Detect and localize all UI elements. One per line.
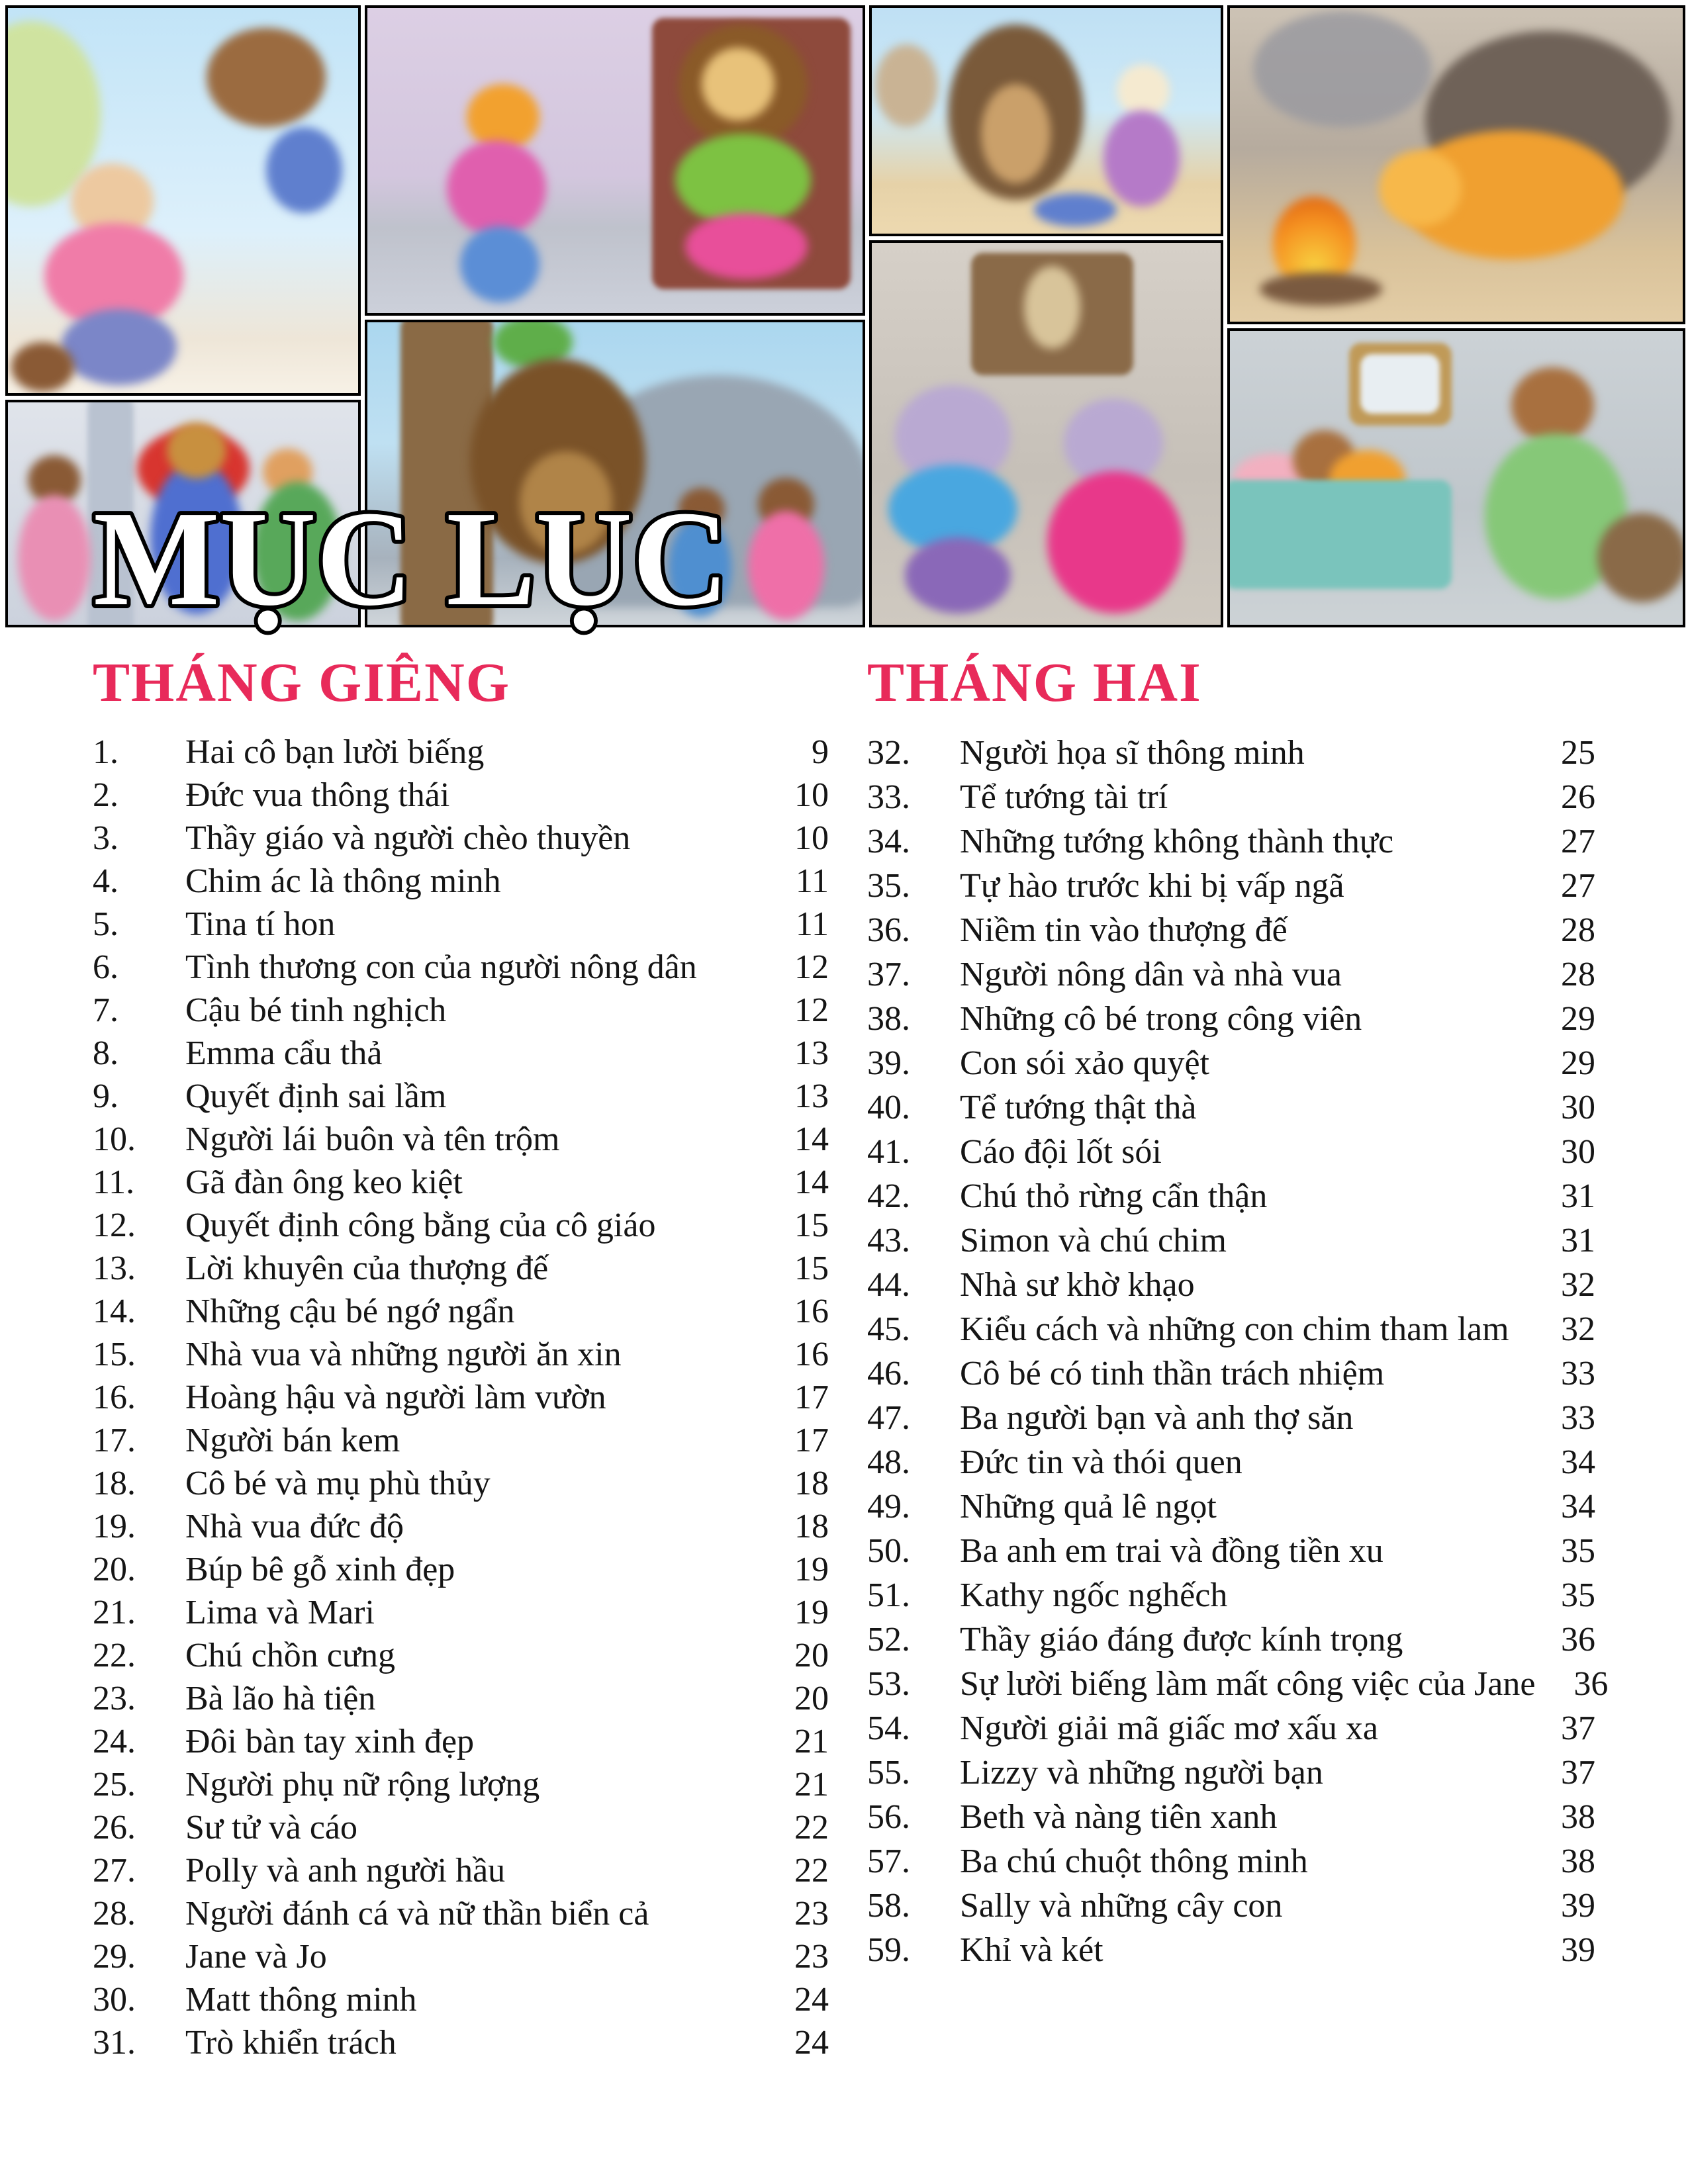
entry-title: Hoàng hậu và người làm vườn [185,1379,606,1416]
entry-number: 29. [93,1938,136,1976]
entry-number: 47. [867,1399,910,1437]
toc-entry [93,1935,829,1978]
toc-entry [867,731,1595,775]
toc-entry [867,908,1595,952]
entry-title: Polly và anh người hầu [185,1852,506,1889]
illustration-shape [1511,367,1594,443]
entry-page: 31 [1561,1177,1595,1215]
illustration-monkey-mother-and-child [1227,328,1685,627]
toc-entry [93,2021,829,2064]
entry-page: 38 [1561,1843,1595,1880]
entry-title: Niềm tin vào thượng đế [960,911,1288,949]
toc-entry [867,1839,1595,1884]
entry-page: 20 [794,1680,829,1717]
entry-page: 16 [794,1293,829,1330]
entry-title: Sự lười biếng làm mất công việc của Jane [960,1665,1536,1703]
entry-page: 11 [795,905,829,943]
toc-entry [93,1591,829,1634]
toc-entry [867,1263,1595,1307]
toc-entry [867,1440,1595,1484]
entry-number: 41. [867,1133,910,1171]
entry-title: Đức vua thông thái [185,776,450,814]
toc-entry [867,1396,1595,1440]
entry-page: 14 [794,1120,829,1158]
entry-number: 58. [867,1887,910,1925]
entry-title: Đôi bàn tay xinh đẹp [185,1723,475,1760]
entry-title: Người lái buôn và tên trộm [185,1120,560,1158]
entry-page: 21 [794,1766,829,1803]
entry-title: Chú chồn cưng [185,1637,396,1674]
toc-entry [867,1529,1595,1573]
entry-title: Nhà vua đức độ [185,1508,404,1545]
toc-entry [93,1763,829,1806]
entry-page: 11 [795,862,829,900]
toc-column-january [93,652,829,2064]
entry-title: Hai cô bạn lười biếng [185,733,485,771]
entry-number: 25. [93,1766,136,1803]
entry-number: 55. [867,1754,910,1792]
entry-number: 45. [867,1310,910,1348]
entry-page: 30 [1561,1133,1595,1171]
entry-number: 15. [93,1336,136,1373]
entry-page: 29 [1561,1044,1595,1082]
entry-page: 22 [794,1852,829,1889]
entry-title: Người phụ nữ rộng lượng [185,1766,540,1803]
entry-number: 24. [93,1723,136,1760]
entry-title: Con sói xảo quyệt [960,1044,1209,1082]
entry-title: Sư tử và cáo [185,1809,357,1846]
illustration-shape [1103,111,1180,206]
illustration-tiger-by-campfire [1227,5,1685,324]
toc-entry [867,1884,1595,1928]
entry-page: 23 [794,1938,829,1976]
entry-title: Đức tin và thói quen [960,1443,1243,1481]
illustration-fox-and-lion-king [365,5,865,316]
entry-number: 33. [867,778,910,816]
entry-number: 53. [867,1665,910,1703]
toc-entry [867,952,1595,997]
entry-title: Gã đàn ông keo kiệt [185,1163,463,1201]
entry-title: Beth và nàng tiên xanh [960,1798,1278,1836]
entry-number: 11. [93,1163,135,1201]
illustration-shape [675,134,811,226]
entry-title: Tể tướng thật thà [960,1089,1197,1126]
toc-entry [867,1573,1595,1617]
toc-entry [867,1130,1595,1174]
entry-number: 7. [93,991,118,1029]
entry-number: 52. [867,1621,910,1659]
entry-number: 39. [867,1044,910,1082]
entry-title: Quyết định sai lầm [185,1077,447,1115]
entry-page: 20 [794,1637,829,1674]
entry-page: 18 [794,1465,829,1502]
entry-number: 35. [867,867,910,905]
illustration-shape [1597,513,1685,602]
entry-number: 40. [867,1089,910,1126]
toc-entry [93,774,829,817]
entry-number: 5. [93,905,118,943]
entry-title: Người nông dân và nhà vua [960,956,1342,993]
entry-title: Những cô bé trong công viên [960,1000,1362,1038]
toc-entry [867,1751,1595,1795]
entry-title: Tự hào trước khi bị vấp ngã [960,867,1344,905]
entry-page: 39 [1561,1931,1595,1969]
entry-title: Lời khuyên của thượng đế [185,1250,549,1287]
toc-entry [93,1634,829,1677]
illustration-shape [1253,11,1432,127]
toc-entry [93,1462,829,1505]
illustration-shape [1034,193,1117,226]
entry-page: 34 [1561,1488,1595,1525]
entry-title: Tể tướng tài trí [960,778,1168,816]
entry-title: Jane và Jo [185,1938,327,1976]
entry-page: 22 [794,1809,829,1846]
entry-title: Cô bé có tinh thần trách nhiệm [960,1355,1385,1392]
entry-number: 49. [867,1488,910,1525]
entry-page: 21 [794,1723,829,1760]
toc-list-january [93,731,829,2064]
entry-title: Ba chú chuột thông minh [960,1843,1308,1880]
toc-entry [867,1706,1595,1751]
entry-page: 27 [1561,867,1595,905]
toc-entry [93,860,829,903]
toc-entry [93,1075,829,1118]
illustration-shape [207,28,326,127]
toc-entry [93,1204,829,1247]
toc-entry [867,1795,1595,1839]
toc-list-february [867,731,1609,1972]
entry-page: 28 [1561,956,1595,993]
entry-number: 8. [93,1034,118,1072]
entry-title: Búp bê gỗ xinh đẹp [185,1551,455,1588]
entry-title: Sally và những cây con [960,1887,1283,1925]
illustration-shape [447,140,546,236]
entry-title: Tình thương con của người nông dân [185,948,697,986]
toc-entry [867,1484,1595,1529]
entry-page: 17 [794,1422,829,1459]
illustration-bear-and-eagle [5,5,361,396]
entry-number: 21. [93,1594,136,1631]
entry-title: Simon và chú chim [960,1222,1227,1259]
toc-entry [93,1505,829,1548]
entry-page: 12 [794,991,829,1029]
entry-number: 54. [867,1709,910,1747]
entry-title: Emma cẩu thả [185,1034,383,1072]
toc-entry [93,1118,829,1161]
toc-entry [93,946,829,989]
entry-title: Cậu bé tinh nghịch [185,991,447,1029]
illustration-shape [905,537,1011,614]
section-heading-february: THÁNG HAI [867,652,1202,713]
entry-title: Kathy ngốc nghếch [960,1576,1228,1614]
entry-page: 19 [794,1551,829,1588]
entry-page: 28 [1561,911,1595,949]
illustration-shape [748,511,824,620]
entry-title: Lima và Mari [185,1594,375,1631]
entry-page: 18 [794,1508,829,1545]
entry-number: 44. [867,1266,910,1304]
entry-page: 10 [794,819,829,857]
illustration-shape [460,226,539,302]
entry-number: 42. [867,1177,910,1215]
entry-number: 6. [93,948,118,986]
section-heading-january: THÁNG GIÊNG [93,652,511,713]
toc-entry [867,1085,1595,1130]
entry-title: Những tướng không thành thực [960,823,1394,860]
entry-number: 18. [93,1465,136,1502]
entry-page: 13 [794,1077,829,1115]
illustration-shape [875,44,938,127]
entry-page: 34 [1561,1443,1595,1481]
toc-entry [93,1419,829,1462]
entry-page: 26 [1561,778,1595,816]
toc-entry [93,1677,829,1720]
toc-entry [867,864,1595,908]
entry-number: 20. [93,1551,136,1588]
entry-number: 36. [867,911,910,949]
entry-page: 32 [1561,1266,1595,1304]
toc-entry [93,1333,829,1376]
illustration-shape [61,309,177,385]
entry-number: 19. [93,1508,136,1545]
illustration-shape [702,48,774,120]
entry-title: Thầy giáo và người chèo thuyền [185,819,631,857]
illustration-shape [266,127,342,213]
toc-column-february [867,652,1609,1972]
toc-entry [93,1978,829,2021]
entry-number: 3. [93,819,118,857]
entry-number: 16. [93,1379,136,1416]
entry-number: 46. [867,1355,910,1392]
entry-title: Tina tí hon [185,905,336,943]
entry-title: Ba anh em trai và đồng tiền xu [960,1532,1383,1570]
toc-entry [867,1041,1595,1085]
toc-entry [93,1032,829,1075]
entry-page: 33 [1561,1399,1595,1437]
entry-page: 39 [1561,1887,1595,1925]
toc-entry [93,731,829,774]
toc-entry [867,775,1595,819]
entry-title: Trò khiển trách [185,2024,397,2062]
entry-title: Matt thông minh [185,1981,417,2019]
entry-number: 37. [867,956,910,993]
entry-title: Người giải mã giấc mơ xấu xa [960,1709,1378,1747]
entry-number: 34. [867,823,910,860]
entry-title: Quyết định công bằng của cô giáo [185,1206,656,1244]
entry-title: Lizzy và những người bạn [960,1754,1323,1792]
entry-page: 35 [1561,1532,1595,1570]
illustration-shape [11,342,74,392]
toc-entry [867,1307,1595,1351]
entry-page: 15 [794,1206,829,1244]
entry-number: 27. [93,1852,136,1889]
entry-page: 12 [794,948,829,986]
entry-page: 38 [1561,1798,1595,1836]
entry-page: 31 [1561,1222,1595,1259]
illustration-shape [1117,64,1170,117]
toc-entry [867,1218,1595,1263]
toc-entry [867,1662,1609,1706]
entry-title: Những cậu bé ngớ ngẩn [185,1293,515,1330]
entry-number: 17. [93,1422,136,1459]
toc-entry [93,1892,829,1935]
entry-number: 48. [867,1443,910,1481]
illustration-shape [18,495,91,621]
entry-number: 9. [93,1077,118,1115]
illustration-shape [1360,354,1440,414]
entry-title: Ba người bạn và anh thợ săn [960,1399,1354,1437]
entry-number: 59. [867,1931,910,1969]
entry-page: 29 [1561,1000,1595,1038]
toc-entry [93,1290,829,1333]
illustration-collage [0,0,1688,635]
toc-entry [93,1720,829,1763]
entry-page: 24 [794,2024,829,2062]
illustration-shape [1047,471,1183,614]
entry-number: 31. [93,2024,136,2062]
entry-page: 23 [794,1895,829,1933]
entry-number: 14. [93,1293,136,1330]
entry-page: 35 [1561,1576,1595,1614]
illustration-shape [1024,266,1080,349]
toc-entry [867,1351,1595,1396]
entry-number: 12. [93,1206,136,1244]
toc-entry [93,1806,829,1849]
entry-number: 56. [867,1798,910,1836]
entry-number: 28. [93,1895,136,1933]
entry-page: 13 [794,1034,829,1072]
entry-page: 30 [1561,1089,1595,1126]
entry-number: 2. [93,776,118,814]
illustration-shape [1379,150,1462,226]
toc-entry [93,1376,829,1419]
entry-page: 27 [1561,823,1595,860]
illustration-shape [167,422,226,478]
entry-title: Bà lão hà tiện [185,1680,376,1717]
entry-number: 38. [867,1000,910,1038]
entry-page: 32 [1561,1310,1595,1348]
entry-title: Người họa sĩ thông minh [960,734,1305,772]
entry-title: Nhà vua và những người ăn xin [185,1336,622,1373]
entry-number: 22. [93,1637,136,1674]
entry-number: 57. [867,1843,910,1880]
entry-number: 23. [93,1680,136,1717]
page-title: MỤC LỤC [93,482,729,634]
entry-number: 50. [867,1532,910,1570]
toc-entry [867,997,1595,1041]
entry-title: Chú thỏ rừng cẩn thận [960,1177,1268,1215]
entry-title: Cô bé và mụ phù thủy [185,1465,491,1502]
toc-entry [93,1247,829,1290]
toc-entry [867,819,1595,864]
entry-number: 4. [93,862,118,900]
entry-page: 9 [812,733,829,771]
entry-page: 10 [794,776,829,814]
toc-entry [867,1617,1595,1662]
entry-page: 19 [794,1594,829,1631]
entry-number: 51. [867,1576,910,1614]
entry-title: Kiểu cách và những con chim tham lam [960,1310,1509,1348]
entry-number: 43. [867,1222,910,1259]
entry-title: Người đánh cá và nữ thần biển cả [185,1895,649,1933]
entry-title: Cáo đội lốt sói [960,1133,1162,1171]
entry-page: 37 [1561,1754,1595,1792]
entry-number: 32. [867,734,910,772]
entry-title: Chim ác là thông minh [185,862,501,900]
entry-page: 14 [794,1163,829,1201]
toc-entry [867,1928,1595,1972]
toc-entry [93,1548,829,1591]
entry-page: 36 [1573,1665,1609,1703]
entry-page: 16 [794,1336,829,1373]
entry-number: 26. [93,1809,136,1846]
entry-page: 36 [1561,1621,1595,1659]
toc-entry [93,1161,829,1204]
entry-title: Nhà sư khờ khạo [960,1266,1195,1304]
entry-page: 25 [1561,734,1595,772]
illustration-elephant-couple [869,240,1223,627]
illustration-shape [685,213,808,279]
illustration-otter-and-rabbit [869,5,1223,236]
page-title-art [89,473,745,639]
entry-page: 33 [1561,1355,1595,1392]
toc-entry [93,903,829,946]
entry-title: Người bán kem [185,1422,400,1459]
entry-number: 10. [93,1120,136,1158]
entry-page: 37 [1561,1709,1595,1747]
toc-entry [93,989,829,1032]
entry-page: 24 [794,1981,829,2019]
entry-number: 13. [93,1250,136,1287]
illustration-shape [1227,480,1452,589]
illustration-shape [1260,273,1382,306]
entry-number: 30. [93,1981,136,2019]
entry-title: Khỉ và két [960,1931,1103,1969]
toc-entry [93,817,829,860]
entry-page: 15 [794,1250,829,1287]
toc-entry [867,1174,1595,1218]
entry-title: Thầy giáo đáng được kính trọng [960,1621,1403,1659]
entry-page: 17 [794,1379,829,1416]
toc-entry [93,1849,829,1892]
entry-title: Những quả lê ngọt [960,1488,1217,1525]
entry-number: 1. [93,733,118,771]
illustration-shape [981,84,1051,183]
